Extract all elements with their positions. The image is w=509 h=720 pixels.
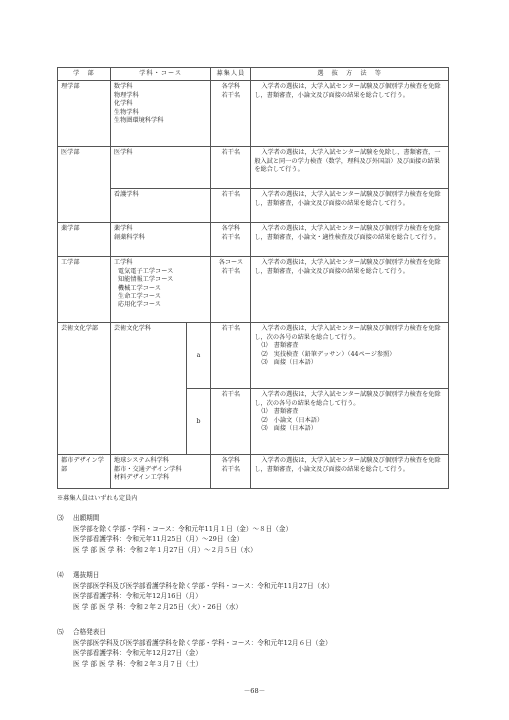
section-heading [57, 627, 457, 638]
method-item: ⑵ 小論文（日本語） [261, 416, 324, 424]
course-name: 生命工学コース [117, 293, 161, 301]
table-row [58, 147, 449, 189]
course-name: 応用化学コース [117, 301, 161, 309]
table-row [58, 223, 449, 257]
method-item: ⑵ 実技検査（鉛筆デッサン）（44ページ参照） [261, 350, 396, 358]
header-faculty: 学 部 [58, 68, 111, 81]
department-name: 創薬科学科 [113, 233, 145, 241]
faculty-cell: 工学部 [58, 257, 111, 323]
section-line: 医 学 部 医 学 科：令和２年３月７日（土） [73, 659, 203, 668]
section-heading [57, 570, 457, 581]
capacity-text: 若干名 [221, 465, 241, 473]
method-cell: 入学者の選抜は，大学入試センター試験を免除し，書類審査，一般入試と同一の学力検査（数学，理科及び外国語）及び面接の結果を総合して行う。 [251, 147, 449, 189]
capacity-text: 若干名 [221, 325, 241, 333]
section-title: 出願期間 [73, 514, 100, 522]
capacity-text: 若干名 [221, 91, 241, 99]
section-heading [57, 513, 457, 524]
section-number: ⑸ [57, 628, 64, 636]
method-item: ⑶ 面接（日本語） [261, 359, 317, 367]
capacity-cell [211, 223, 251, 257]
capacity-text: 各学科 [221, 83, 241, 91]
capacity-cell [211, 323, 251, 389]
capacity-cell [211, 389, 251, 455]
method-cell [251, 389, 449, 455]
department-name: 芸術文化学科 [113, 325, 152, 333]
method-cell: 入学者の選抜は，大学入試センター試験及び個別学力検査を免除し，書類審査，小論文・適性検査及び面接の結果を総合して行う。 [251, 223, 449, 257]
capacity-cell [211, 257, 251, 323]
table-row [58, 455, 449, 489]
method-item: ⑶ 面接（日本語） [261, 425, 317, 433]
department-cell [110, 455, 210, 489]
department-name: 工学科 [113, 259, 133, 267]
section-line: 医学部看護学科：令和元年12月27日（金） [73, 649, 202, 657]
capacity-text: 各コース [218, 259, 244, 267]
capacity-text: 若干名 [221, 267, 241, 275]
table-note: ※募集人員はいずれも定員内 [57, 495, 138, 502]
department-cell [110, 81, 210, 147]
page-number: －68－ [243, 687, 266, 695]
section-line: 医 学 部 医 学 科：令和２年２月25日（火）・26日（水） [73, 602, 243, 611]
faculty-cell: 薬学部 [58, 223, 111, 257]
faculty-cell: 都市デザイン学部 [58, 455, 111, 489]
department-cell [110, 189, 210, 223]
table-row [58, 257, 449, 323]
department-cell [110, 257, 210, 323]
department-name: 生物学科 [113, 108, 139, 116]
table-row [58, 323, 449, 389]
capacity-cell [211, 189, 251, 223]
capacity-text: 各学科 [221, 225, 241, 233]
variant-label: a [186, 323, 211, 389]
course-name: 知能情報工学コース [117, 276, 174, 284]
course-name: 電気電子工学コース [117, 267, 174, 275]
department-name: 都市・交通デザイン学科 [113, 465, 182, 473]
variant-label: b [186, 389, 211, 455]
section-line: 医学部看護学科：令和元年12月16日（月） [73, 592, 202, 600]
department-name: 物理学科 [113, 91, 139, 99]
method-cell: 入学者の選抜は，大学入試センター試験及び個別学力検査を免除し，書類審査，小論文及び面接の結果を総合して行う。 [251, 189, 449, 223]
section-number: ⑷ [57, 571, 64, 579]
method-text: 入学者の選抜は，大学入試センター試験及び個別学力検査を免除し，次の各号の結果を総合して行う。 [254, 325, 441, 341]
section-selection-date [57, 570, 457, 612]
department-name: 材料デザイン工学科 [113, 474, 170, 482]
table-header-row [58, 68, 449, 81]
section-line: 医学部を除く学部・学科・コース：令和元年11月１日（金）～８日（金） [73, 524, 293, 533]
section-line: 医 学 部 医 学 科：令和２年１月27日（月）～２月５日（水） [73, 545, 257, 554]
table-row [58, 81, 449, 147]
department-name: 化学科 [113, 100, 133, 108]
department-name: 薬学科 [113, 225, 133, 233]
section-application-period [57, 513, 457, 555]
capacity-cell [211, 147, 251, 189]
method-item: ⑴ 書類審査 [261, 408, 299, 416]
method-text: 入学者の選抜は，大学入試センター試験及び個別学力検査を免除し，次の各号の結果を総合して行う。 [254, 391, 441, 407]
department-name: 医学科 [113, 149, 133, 157]
section-line: 医学部医学科及び医学部看護学科を除く学部・学科・コース：令和元年12月６日（金） [73, 638, 332, 647]
section-line: 医学部看護学科：令和元年11月25日（月）～29日（金） [73, 535, 244, 543]
department-name: 看護学科 [113, 191, 139, 199]
method-item: ⑴ 書類審査 [261, 342, 299, 350]
method-cell [251, 323, 449, 389]
capacity-text: 若干名 [221, 191, 241, 199]
section-announcement-date [57, 627, 457, 669]
capacity-text: 各学科 [221, 457, 241, 465]
capacity-cell [211, 455, 251, 489]
section-number: ⑶ [57, 514, 64, 522]
department-cell [110, 223, 210, 257]
section-title: 選抜期日 [73, 571, 100, 579]
method-cell: 入学者の選抜は，大学入試センター試験及び個別学力検査を免除し，書類審査，小論文及び面接の結果を総合して行う。 [251, 81, 449, 147]
course-name: 機械工学コース [117, 284, 161, 292]
header-method: 選 抜 方 法 等 [251, 68, 449, 81]
faculty-cell: 医学部 [58, 147, 111, 223]
faculty-cell: 理学部 [58, 81, 111, 147]
section-line: 医学部医学科及び医学部看護学科を除く学部・学科・コース：令和元年11月27日（水） [73, 581, 334, 590]
header-capacity: 募集人員 [211, 68, 251, 81]
department-name: 生物圏環境科学科 [113, 117, 164, 125]
method-cell: 入学者の選抜は，大学入試センター試験及び個別学力検査を免除し，書類審査，小論文及び面接の結果を総合して行う。 [251, 257, 449, 323]
department-cell [110, 147, 210, 189]
capacity-text: 若干名 [221, 149, 241, 157]
table-row [58, 189, 449, 223]
header-department: 学科・コース [110, 68, 210, 81]
capacity-cell [211, 81, 251, 147]
section-title: 合格発表日 [73, 628, 106, 636]
capacity-text: 若干名 [221, 233, 241, 241]
department-name: 地球システム科学科 [113, 457, 169, 465]
admission-table [57, 67, 449, 489]
department-name: 数学科 [113, 83, 133, 91]
capacity-text: 若干名 [221, 391, 241, 399]
method-cell: 入学者の選抜は，大学入試センター試験及び個別学力検査を免除し，書類審査，小論文及び面接の結果を総合して行う。 [251, 455, 449, 489]
department-cell [110, 323, 186, 455]
faculty-cell: 芸術文化学部 [58, 323, 111, 455]
